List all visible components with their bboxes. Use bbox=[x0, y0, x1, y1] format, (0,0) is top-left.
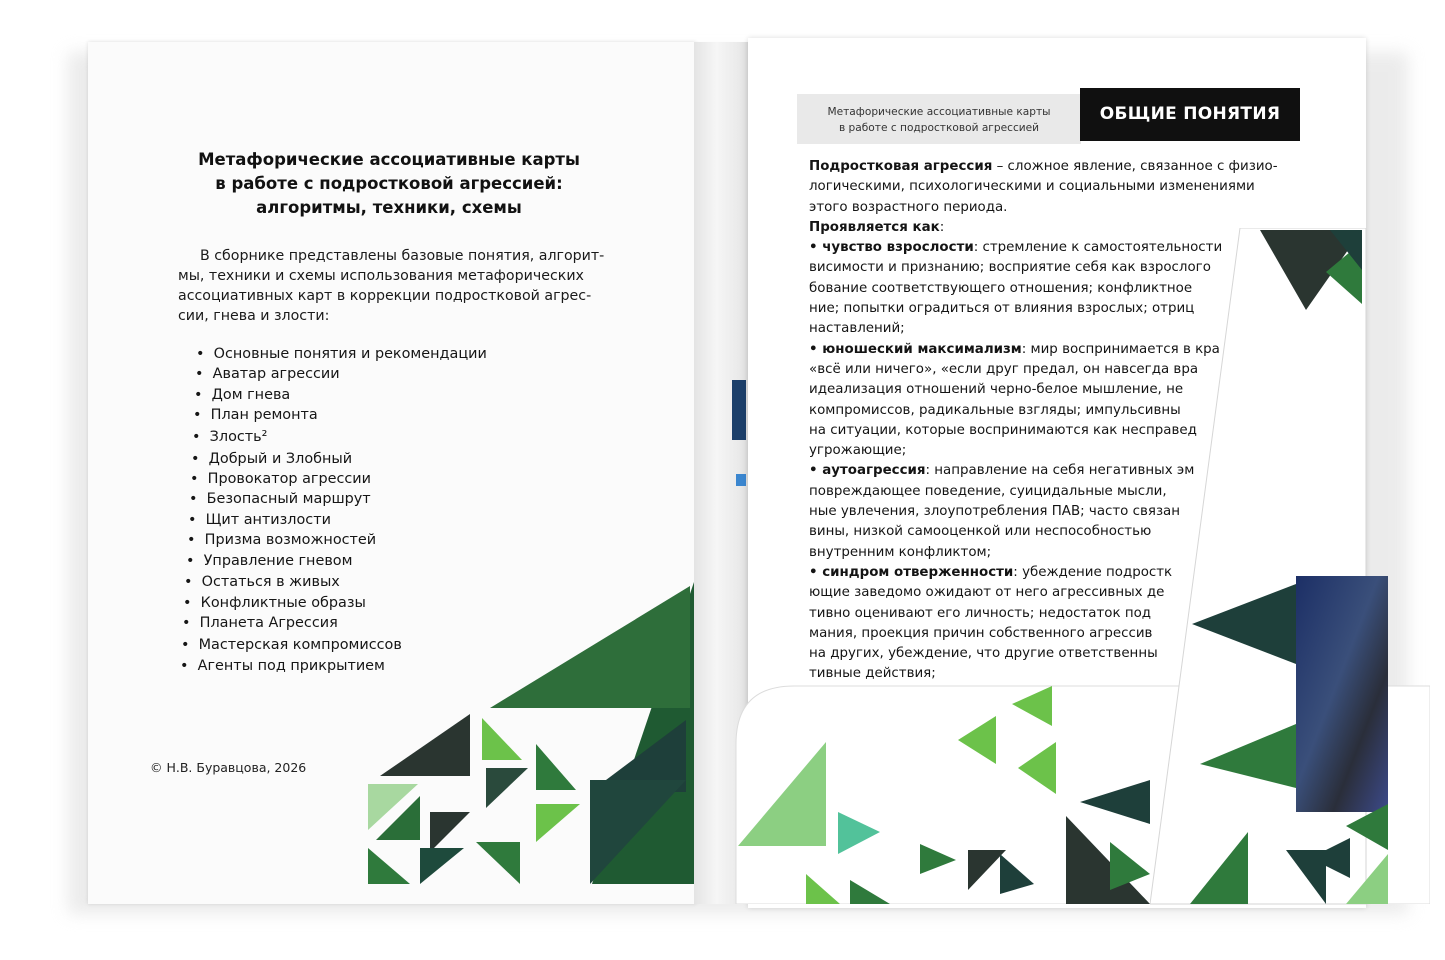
title-line-2: в работе с подростковой агрессией: bbox=[215, 174, 563, 193]
body-line-text: ные увлечения, злоупотребления ПАВ; часто связан bbox=[809, 504, 1181, 520]
body-line-text: : bbox=[939, 219, 945, 235]
body-line bbox=[809, 198, 1289, 218]
triangle-shape bbox=[482, 718, 522, 760]
body-line-text: : стремление к самостоятельности bbox=[973, 240, 1223, 256]
intro-line-1: В сборнике представлены базовые понятия, алгорит- bbox=[200, 248, 605, 264]
triangle-shape bbox=[380, 714, 470, 776]
list-item: • Аватар агрессии bbox=[195, 366, 340, 382]
body-line-text: : убеждение подростк bbox=[1013, 564, 1173, 580]
body-line-text: идеализация отношений черно-белое мышление, не bbox=[809, 382, 1184, 398]
body-line-bold: • синдром отверженности bbox=[809, 564, 1014, 580]
title-line-3: алгоритмы, техники, схемы bbox=[256, 198, 522, 217]
body-line-text: мания, проекция причин собственного агрессив bbox=[809, 625, 1153, 641]
body-line-text: «всё или ничего», «если друг предал, он навсегда вра bbox=[809, 361, 1199, 377]
list-item: • Добрый и Злобный bbox=[191, 451, 353, 467]
body-line bbox=[809, 177, 1289, 197]
intro-line-4: сии, гнева и злости: bbox=[178, 308, 330, 324]
body-line-text: наставлений; bbox=[809, 321, 905, 337]
book-title bbox=[180, 148, 598, 220]
triangle-shape bbox=[430, 812, 470, 852]
list-item: • Агенты под прикрытием bbox=[180, 658, 385, 674]
copyright-text: © Н.В. Буравцова, 2026 bbox=[150, 760, 307, 775]
body-line-text: висимости и признанию; восприятие себя как взрослого bbox=[809, 260, 1211, 276]
triangle-shape bbox=[536, 744, 576, 790]
list-item: • Планета Агрессия bbox=[182, 615, 338, 631]
body-line-text: : мир воспринимается в кра bbox=[1021, 341, 1220, 357]
intro-paragraph bbox=[178, 246, 605, 326]
left-triangle-pattern bbox=[360, 580, 700, 900]
list-item: • Основные понятия и рекомендации bbox=[196, 346, 487, 362]
list-item: • Управление гневом bbox=[186, 553, 353, 569]
spine-edge-shape bbox=[736, 474, 746, 486]
body-line-text: – сложное явление, связанное с физио- bbox=[992, 159, 1278, 174]
body-line-text: : направление на себя негативных эм bbox=[925, 463, 1195, 479]
list-item: • Безопасный маршрут bbox=[189, 491, 371, 507]
body-line-text: ние; попытки оградиться от влияния взрослых; отриц bbox=[809, 301, 1195, 317]
card-illustration-overlay bbox=[1296, 576, 1388, 812]
triangle-shape bbox=[420, 848, 464, 884]
body-line-text: этого возрастного периода. bbox=[809, 199, 1008, 215]
intro-line-2: мы, техники и схемы использования метафорических bbox=[178, 268, 584, 284]
body-line-text: угрожающие; bbox=[809, 443, 907, 459]
list-item: • Провокатор агрессии bbox=[190, 471, 371, 487]
triangle-shape bbox=[536, 804, 580, 842]
title-line-1: Метафорические ассоциативные карты bbox=[198, 150, 580, 169]
triangle-shape bbox=[368, 848, 410, 884]
body-line-text: тивно оценивают его личность; недостаток под bbox=[809, 605, 1152, 621]
list-item: • Остаться в живых bbox=[184, 574, 340, 590]
body-line-text: логическими, психологическими и социальными изменениями bbox=[809, 179, 1255, 195]
body-line-text: на других, убеждение, что другие ответственны bbox=[809, 646, 1158, 662]
body-line-text: ющие заведомо ожидают от него агрессивных де bbox=[809, 585, 1165, 601]
body-line-bold: • чувство взрослости bbox=[809, 240, 974, 256]
body-line-bold: Подростковая агрессия bbox=[809, 159, 993, 174]
spine-edge-shape bbox=[732, 380, 746, 440]
list-item: • Дом гнева bbox=[194, 387, 291, 403]
body-line-text: повреждающее поведение, суицидальные мысли, bbox=[809, 483, 1167, 499]
body-line-text: компромиссов, радикальные взгляды; импульсивны bbox=[809, 402, 1181, 418]
list-item: • Злость² bbox=[192, 429, 268, 445]
list-item: • Призма возможностей bbox=[187, 532, 377, 548]
intro-line-3: ассоциативных карт в коррекции подростковой агрес- bbox=[178, 288, 592, 304]
body-line-text: внутренним конфликтом; bbox=[809, 544, 992, 560]
section-title: ОБЩИЕ ПОНЯТИЯ bbox=[1080, 88, 1300, 141]
body-line-bold: • аутоагрессия bbox=[809, 463, 926, 479]
header-subtitle bbox=[797, 94, 1081, 144]
list-item: • Щит антизлости bbox=[188, 512, 331, 528]
body-line-text: вины, низкой самооценкой или неспособностью bbox=[809, 524, 1152, 540]
body-line-text: тивные действия; bbox=[809, 666, 936, 682]
header-subtitle-line-2: в работе с подростковой агрессией bbox=[838, 122, 1040, 134]
body-line-bold: Проявляется как bbox=[809, 219, 940, 235]
triangle-shape bbox=[490, 586, 690, 708]
body-line bbox=[809, 157, 1289, 177]
insert-card bbox=[1150, 228, 1410, 908]
header-subtitle-line-1: Метафорические ассоциативные карты bbox=[827, 106, 1051, 118]
triangle-shape bbox=[476, 842, 520, 884]
list-item: • Мастерская компромиссов bbox=[181, 637, 402, 653]
triangle-shape bbox=[486, 768, 528, 808]
list-item: • План ремонта bbox=[193, 407, 318, 423]
list-item: • Конфликтные образы bbox=[183, 595, 366, 611]
body-line-bold: • юношеский максимализм bbox=[809, 341, 1022, 357]
body-line-text: на ситуации, которые воспринимаются как несправед bbox=[809, 422, 1197, 438]
body-line-text: бование соответствующего отношения; конфликтное bbox=[809, 280, 1193, 296]
